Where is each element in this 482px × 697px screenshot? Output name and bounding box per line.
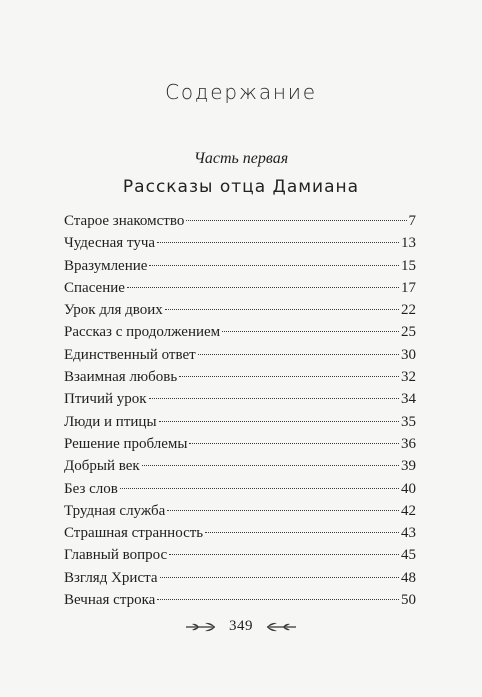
page-number: 349 — [229, 618, 253, 634]
toc-entry-title: Птичий урок — [64, 391, 147, 408]
dot-leader — [157, 242, 399, 243]
dot-leader — [189, 443, 399, 444]
dot-leader — [160, 577, 399, 578]
dot-leader — [165, 309, 399, 310]
toc-entry[interactable] — [64, 544, 416, 566]
toc-entry-page: 15 — [401, 257, 416, 274]
dot-leader — [198, 354, 399, 355]
toc-entry-title: Трудная служба — [64, 502, 166, 519]
dot-leader — [120, 488, 399, 489]
part-title: Рассказы отца Дамиана — [122, 177, 360, 197]
dot-leader — [205, 532, 399, 533]
dot-leader — [186, 220, 406, 221]
toc-entry-page: 13 — [401, 235, 416, 252]
page-title: Содержание — [165, 80, 317, 104]
toc-entry-title: Рассказ с продолжением — [64, 324, 221, 341]
toc-entry[interactable] — [64, 522, 416, 544]
table-of-contents — [64, 210, 416, 611]
toc-entry[interactable] — [64, 232, 416, 254]
toc-entry-title: Главный вопрос — [64, 547, 168, 564]
toc-entry-page: 45 — [401, 547, 416, 564]
toc-entry[interactable] — [64, 366, 416, 388]
dot-leader — [157, 599, 399, 600]
toc-entry-title: Вразумление — [64, 257, 148, 274]
toc-entry-page: 32 — [401, 369, 416, 386]
toc-entry[interactable] — [64, 433, 416, 455]
toc-entry-title: Взаимная любовь — [64, 369, 178, 386]
part-label: Часть первая — [193, 150, 289, 167]
toc-entry-page: 30 — [401, 346, 416, 363]
toc-entry[interactable] — [64, 589, 416, 611]
dot-leader — [149, 265, 399, 266]
toc-entry-page: 43 — [401, 525, 416, 542]
toc-entry-page: 42 — [401, 502, 416, 519]
toc-entry[interactable] — [64, 388, 416, 410]
toc-entry-page: 50 — [401, 592, 416, 609]
toc-entry[interactable] — [64, 567, 416, 589]
toc-entry-title: Взгляд Христа — [64, 569, 158, 586]
dot-leader — [127, 287, 399, 288]
dot-leader — [179, 376, 399, 377]
toc-entry-title: Страшная странность — [64, 525, 204, 542]
toc-entry-page: 25 — [401, 324, 416, 341]
toc-entry[interactable] — [64, 299, 416, 321]
toc-entry[interactable] — [64, 478, 416, 500]
toc-entry-title: Решение проблемы — [64, 435, 188, 452]
toc-entry[interactable] — [64, 277, 416, 299]
leaf-ornament-icon — [263, 621, 297, 633]
dot-leader — [142, 465, 399, 466]
toc-entry-title: Вечная строка — [64, 592, 156, 609]
toc-entry-page: 22 — [401, 302, 416, 319]
toc-entry-page: 34 — [401, 391, 416, 408]
toc-entry[interactable] — [64, 255, 416, 277]
toc-entry-title: Люди и птицы — [64, 413, 157, 430]
dot-leader — [149, 398, 399, 399]
toc-entry[interactable] — [64, 411, 416, 433]
toc-entry-title: Единственный ответ — [64, 346, 196, 363]
toc-entry[interactable] — [64, 455, 416, 477]
toc-entry-page: 40 — [401, 480, 416, 497]
toc-entry-title: Добрый век — [64, 458, 140, 475]
toc-entry-page: 36 — [401, 435, 416, 452]
page-footer — [0, 618, 482, 635]
toc-entry-title: Старое знакомство — [64, 213, 185, 229]
toc-entry-page: 17 — [401, 279, 416, 296]
toc-entry-page: 48 — [401, 569, 416, 586]
toc-entry-page: 7 — [408, 213, 416, 229]
toc-entry[interactable] — [64, 344, 416, 366]
toc-entry-title: Чудесная туча — [64, 235, 156, 252]
dot-leader — [169, 554, 399, 555]
dot-leader — [167, 510, 399, 511]
leaf-ornament-icon — [185, 621, 219, 633]
toc-entry-page: 39 — [401, 458, 416, 475]
toc-entry[interactable] — [64, 321, 416, 343]
toc-entry[interactable] — [64, 210, 416, 232]
toc-entry[interactable] — [64, 500, 416, 522]
dot-leader — [222, 331, 399, 332]
toc-entry-title: Без слов — [64, 480, 118, 497]
toc-entry-title: Спасение — [64, 279, 125, 296]
toc-entry-title: Урок для двоих — [64, 302, 163, 319]
toc-entry-page: 35 — [401, 413, 416, 430]
dot-leader — [159, 421, 399, 422]
